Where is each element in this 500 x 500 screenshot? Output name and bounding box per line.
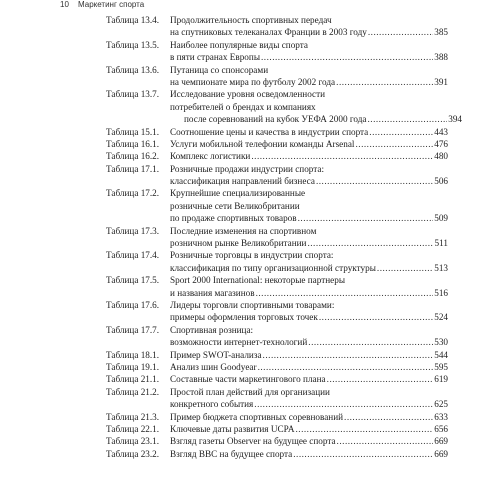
- dot-leader: [254, 398, 433, 410]
- table-title-line: Продолжительность спортивных передач: [170, 15, 332, 25]
- table-title-line: на спутниковых телеканалах Франции в 2003 году: [170, 27, 367, 38]
- toc-entry: [0, 386, 500, 411]
- dot-leader: [368, 26, 433, 38]
- dot-leader: [298, 212, 434, 224]
- table-label: Таблица 15.1.: [106, 126, 160, 137]
- page-ref: 619: [434, 374, 448, 385]
- table-title: [170, 126, 448, 138]
- table-title-line: после соревнований на кубок УЕФА 2000 года: [184, 114, 367, 125]
- table-label: Таблица 18.1.: [106, 349, 160, 360]
- table-title-line: Розничные продажи индустрии спорта:: [170, 163, 325, 174]
- table-title-line: потребителей о брендах и компаниях: [170, 101, 316, 112]
- table-title: [170, 64, 448, 89]
- toc-entry: [0, 448, 500, 460]
- table-title-line: Крупнейшие специализированные: [170, 188, 306, 199]
- table-title: [170, 39, 448, 64]
- table-label: Таблица 17.1.: [106, 163, 160, 174]
- page-ref: 625: [434, 399, 448, 410]
- toc-entry: [0, 249, 500, 274]
- table-label: Таблица 17.5.: [106, 275, 160, 286]
- page-ref: 524: [434, 312, 448, 323]
- page-ref: 391: [434, 76, 448, 87]
- page-ref: 530: [434, 337, 448, 348]
- table-title-line: классификация по типу организационной структуры: [170, 262, 376, 273]
- toc-entry: [0, 126, 500, 138]
- dot-leader: [251, 150, 433, 162]
- table-list: [0, 14, 500, 460]
- toc-entry: [0, 435, 500, 447]
- table-label: Таблица 23.2.: [106, 448, 160, 459]
- table-title-line: Спортивная розница:: [170, 324, 254, 335]
- dot-leader: [344, 411, 433, 423]
- table-title-line: Услуги мобильной телефонии команды Arsenal: [170, 138, 355, 149]
- toc-entry: [0, 274, 500, 299]
- table-title-line: Взгляд BBC на будущее спорта: [170, 448, 293, 459]
- table-label: Таблица 16.1.: [106, 138, 160, 149]
- table-label: Таблица 21.1.: [106, 374, 160, 385]
- toc-entry: [0, 361, 500, 373]
- page-ref: 544: [434, 349, 448, 360]
- dot-leader: [261, 51, 433, 63]
- dot-leader: [336, 76, 433, 88]
- dot-leader: [263, 349, 434, 361]
- dot-leader: [293, 448, 433, 460]
- toc-entry: [0, 324, 500, 349]
- dot-leader: [319, 311, 433, 323]
- page-ref: 443: [434, 126, 448, 137]
- table-label: Таблица 17.7.: [106, 324, 160, 335]
- table-title-line: Соотношение цены и качества в индустрии спорта: [170, 126, 369, 137]
- toc-entry: [0, 411, 500, 423]
- table-title: [170, 150, 448, 162]
- table-title: [170, 386, 448, 411]
- table-title-line: и названия магазинов: [170, 287, 255, 298]
- table-title: [170, 423, 448, 435]
- page-ref: 385: [434, 27, 448, 38]
- table-title-line: Ключевые даты развития UCPA: [170, 423, 295, 434]
- toc-entry: [0, 299, 500, 324]
- table-title-line: примеры оформления торговых точек: [170, 312, 318, 323]
- toc-entry: [0, 423, 500, 435]
- table-title-line: Sport 2000 International: некоторые партнеры: [170, 275, 346, 286]
- table-title: [170, 88, 462, 125]
- toc-entry: [0, 88, 500, 125]
- table-label: Таблица 23.1.: [106, 436, 160, 447]
- toc-entry: [0, 150, 500, 162]
- page-ref: 595: [434, 361, 448, 372]
- toc-entry: [0, 373, 500, 385]
- dot-leader: [355, 138, 433, 150]
- table-title-line: Взгляд газеты Observer на будущее спорта: [170, 436, 336, 447]
- table-title-line: Путаница со спонсорами: [170, 64, 269, 75]
- table-label: Таблица 22.1.: [106, 423, 160, 434]
- page-ref: 394: [448, 114, 462, 125]
- table-title: [170, 14, 448, 39]
- page-ref: 476: [434, 138, 448, 149]
- table-title-line: по продаже спортивных товаров: [170, 213, 297, 224]
- table-label: Таблица 13.5.: [106, 39, 160, 50]
- table-title: [170, 299, 448, 324]
- page-number: 10: [60, 0, 69, 9]
- toc-entry: [0, 163, 500, 188]
- table-label: Таблица 17.4.: [106, 250, 160, 261]
- table-label: Таблица 16.2.: [106, 151, 160, 162]
- toc-entry: [0, 138, 500, 150]
- table-title-line: возможности интернет-технологий: [170, 337, 308, 348]
- table-title: [170, 361, 448, 373]
- table-title: [170, 249, 448, 274]
- table-title: [170, 435, 448, 447]
- toc-entry: [0, 14, 500, 39]
- toc-entry: [0, 349, 500, 361]
- table-title-line: Пример SWOT-анализа: [170, 349, 262, 360]
- table-title-line: Простой план действий для организации: [170, 386, 330, 397]
- running-head-title: Маркетинг спорта: [78, 0, 145, 9]
- table-label: Таблица 17.6.: [106, 299, 160, 310]
- page-ref: 513: [434, 262, 448, 273]
- table-title-line: в пяти странах Европы: [170, 52, 260, 63]
- table-title-line: Пример бюджета спортивных соревнований: [170, 411, 344, 422]
- dot-leader: [295, 423, 433, 435]
- table-title-line: Наиболее популярные виды спорта: [170, 39, 308, 50]
- page-ref: 388: [434, 52, 448, 63]
- table-title: [170, 448, 448, 460]
- table-title-line: Исследование уровня осведомленности: [170, 89, 326, 100]
- table-title-line: конкретного события: [170, 399, 254, 410]
- table-title: [170, 163, 448, 188]
- table-title: [170, 225, 448, 250]
- page-ref: 669: [434, 448, 448, 459]
- toc-entry: [0, 187, 500, 224]
- table-title: [170, 324, 448, 349]
- table-title-line: Последние изменения на спортивном: [170, 225, 317, 236]
- toc-entry: [0, 64, 500, 89]
- table-title-line: Составные части маркетингового плана: [170, 374, 326, 385]
- dot-leader: [377, 262, 433, 274]
- dot-leader: [316, 175, 433, 187]
- page-ref: 669: [434, 436, 448, 447]
- table-title-line: классификация направлений бизнеса: [170, 176, 315, 187]
- dot-leader: [256, 287, 434, 299]
- table-title-line: Анализ шин Goodyear: [170, 361, 257, 372]
- toc-entry: [0, 225, 500, 250]
- dot-leader: [369, 126, 433, 138]
- dot-leader: [308, 336, 433, 348]
- page-ref: 506: [434, 176, 448, 187]
- dot-leader: [258, 361, 434, 373]
- table-title-line: на чемпионате мира по футболу 2002 года: [170, 76, 336, 87]
- table-label: Таблица 13.7.: [106, 89, 160, 100]
- page-ref: 516: [434, 287, 448, 298]
- table-title: [170, 274, 448, 299]
- table-title-line: Розничные торговцы в индустрии спорта:: [170, 250, 334, 261]
- dot-leader: [367, 113, 447, 125]
- dot-leader: [307, 237, 433, 249]
- table-title-line: Лидеры торговли спортивными товарами:: [170, 299, 335, 310]
- table-title-line: Комплекс логистики: [170, 151, 251, 162]
- toc-entry: [0, 39, 500, 64]
- table-label: Таблица 17.2.: [106, 188, 160, 199]
- table-title: [170, 411, 448, 423]
- table-label: Таблица 13.6.: [106, 64, 160, 75]
- page-ref: 480: [434, 151, 448, 162]
- dot-leader: [327, 373, 434, 385]
- page-ref: 511: [434, 238, 448, 249]
- table-title-line: розничные сети Великобритании: [170, 200, 300, 211]
- table-label: Таблица 21.2.: [106, 386, 160, 397]
- table-label: Таблица 17.3.: [106, 225, 160, 236]
- page-ref: 656: [434, 423, 448, 434]
- table-title: [170, 187, 448, 224]
- table-label: Таблица 13.4.: [106, 15, 160, 25]
- page-ref: 509: [434, 213, 448, 224]
- table-label: Таблица 21.3.: [106, 411, 160, 422]
- dot-leader: [337, 435, 434, 447]
- running-head: [0, 0, 500, 12]
- page-ref: 633: [434, 411, 448, 422]
- table-title: [170, 349, 448, 361]
- table-title: [170, 373, 448, 385]
- table-title-line: розничном рынке Великобритании: [170, 238, 307, 249]
- table-title: [170, 138, 448, 150]
- table-label: Таблица 19.1.: [106, 361, 160, 372]
